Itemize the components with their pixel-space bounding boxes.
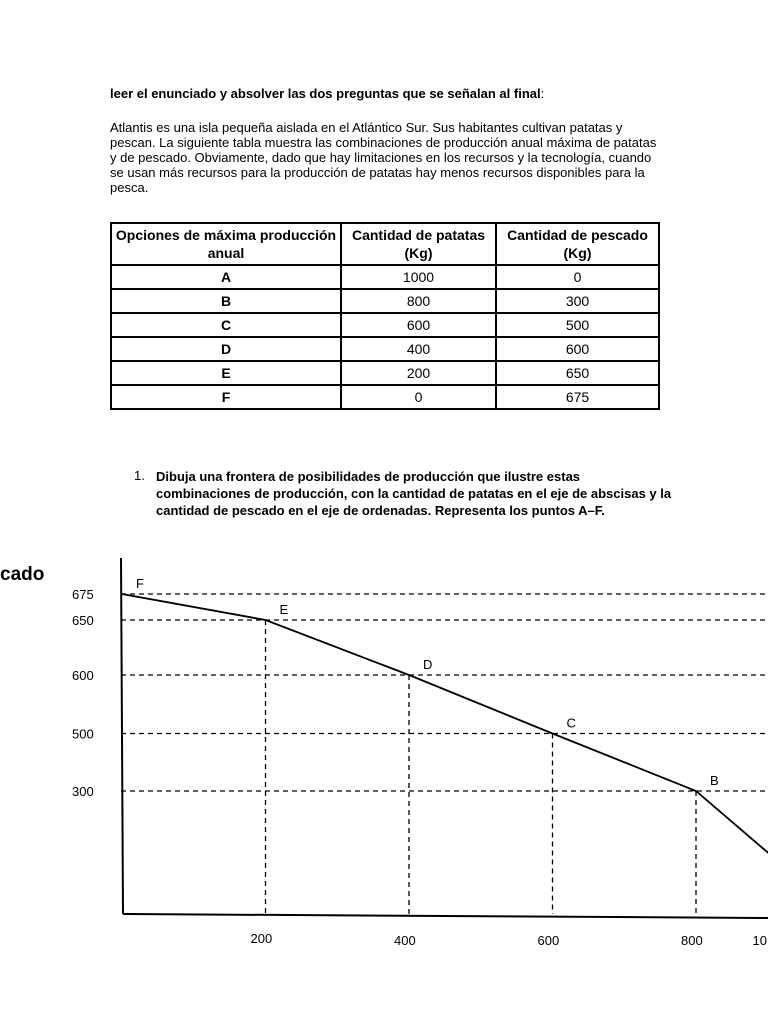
y-tick-label: 600 (72, 668, 94, 683)
question-number: 1. (134, 468, 145, 483)
x-tick-label: 600 (537, 933, 560, 948)
production-table (110, 222, 660, 410)
table-row (111, 313, 659, 337)
row-potatoes: 600 (341, 313, 496, 337)
x-tick-label: 200 (250, 931, 273, 946)
ppf-chart (0, 540, 768, 1024)
ppf-line (122, 594, 768, 914)
y-axis (121, 558, 123, 914)
row-option: E (111, 361, 341, 385)
instruction-text (110, 86, 544, 101)
row-fish: 675 (496, 385, 659, 409)
row-option: F (111, 385, 341, 409)
header-potatoes: Cantidad de patatas (Kg) (341, 223, 496, 265)
table-row (111, 361, 659, 385)
row-potatoes: 800 (341, 289, 496, 313)
point-label: C (566, 715, 576, 731)
table-row (111, 265, 659, 289)
x-axis (123, 914, 768, 918)
row-fish: 300 (496, 289, 659, 313)
header-options: Opciones de máxima producción anual (111, 223, 341, 265)
y-tick-label: 500 (72, 726, 94, 742)
row-potatoes: 400 (341, 337, 496, 361)
y-tick-label: 300 (72, 784, 94, 799)
y-axis-title: cado (0, 564, 45, 585)
row-fish: 500 (496, 313, 659, 337)
point-label: E (279, 602, 289, 617)
table-header-row (111, 223, 659, 265)
table-row (111, 385, 659, 409)
header-fish: Cantidad de pescado (Kg) (496, 223, 659, 265)
instruction-colon: : (540, 86, 545, 101)
row-fish: 650 (496, 361, 659, 385)
row-potatoes: 1000 (341, 265, 496, 289)
instruction-main: leer el enunciado y absolver las dos preguntas que se señalan al final (110, 86, 541, 101)
table-row (111, 337, 659, 361)
intro-paragraph: Atlantis es una isla pequeña aislada en el Atlántico Sur. Sus habitantes cultivan patatas y pescan. La siguiente tabla muestra las combinaciones de producción anual máxima de patatas y de pescado. Obviamente, dado que hay limitaciones en los recursos y la tecnología, cuando se usan más recursos para la producción de patatas hay menos recursos disponibles para la pesca. (110, 120, 657, 195)
y-tick-label: 650 (72, 613, 94, 628)
point-label: D (423, 657, 433, 672)
row-option: B (111, 289, 341, 313)
row-potatoes: 200 (341, 361, 496, 385)
row-option: C (111, 313, 341, 337)
y-tick-label: 675 (72, 587, 94, 602)
row-fish: 600 (496, 337, 659, 361)
point-label: F (136, 576, 144, 591)
row-fish: 0 (496, 265, 659, 289)
x-tick-label: 800 (681, 933, 703, 948)
x-tick-label: 400 (394, 933, 416, 948)
point-label: B (710, 773, 719, 788)
question-text: Dibuja una frontera de posibilidades de producción que ilustre estas combinaciones de producción, con la cantidad de patatas en el eje de abscisas y la cantidad de pescado en el eje de ordenadas. Representa los puntos A–F. (156, 469, 672, 518)
row-option: A (111, 265, 341, 289)
row-option: D (111, 337, 341, 361)
row-potatoes: 0 (341, 385, 496, 409)
x-tick-label: 10 (752, 933, 767, 948)
table-row (111, 289, 659, 313)
